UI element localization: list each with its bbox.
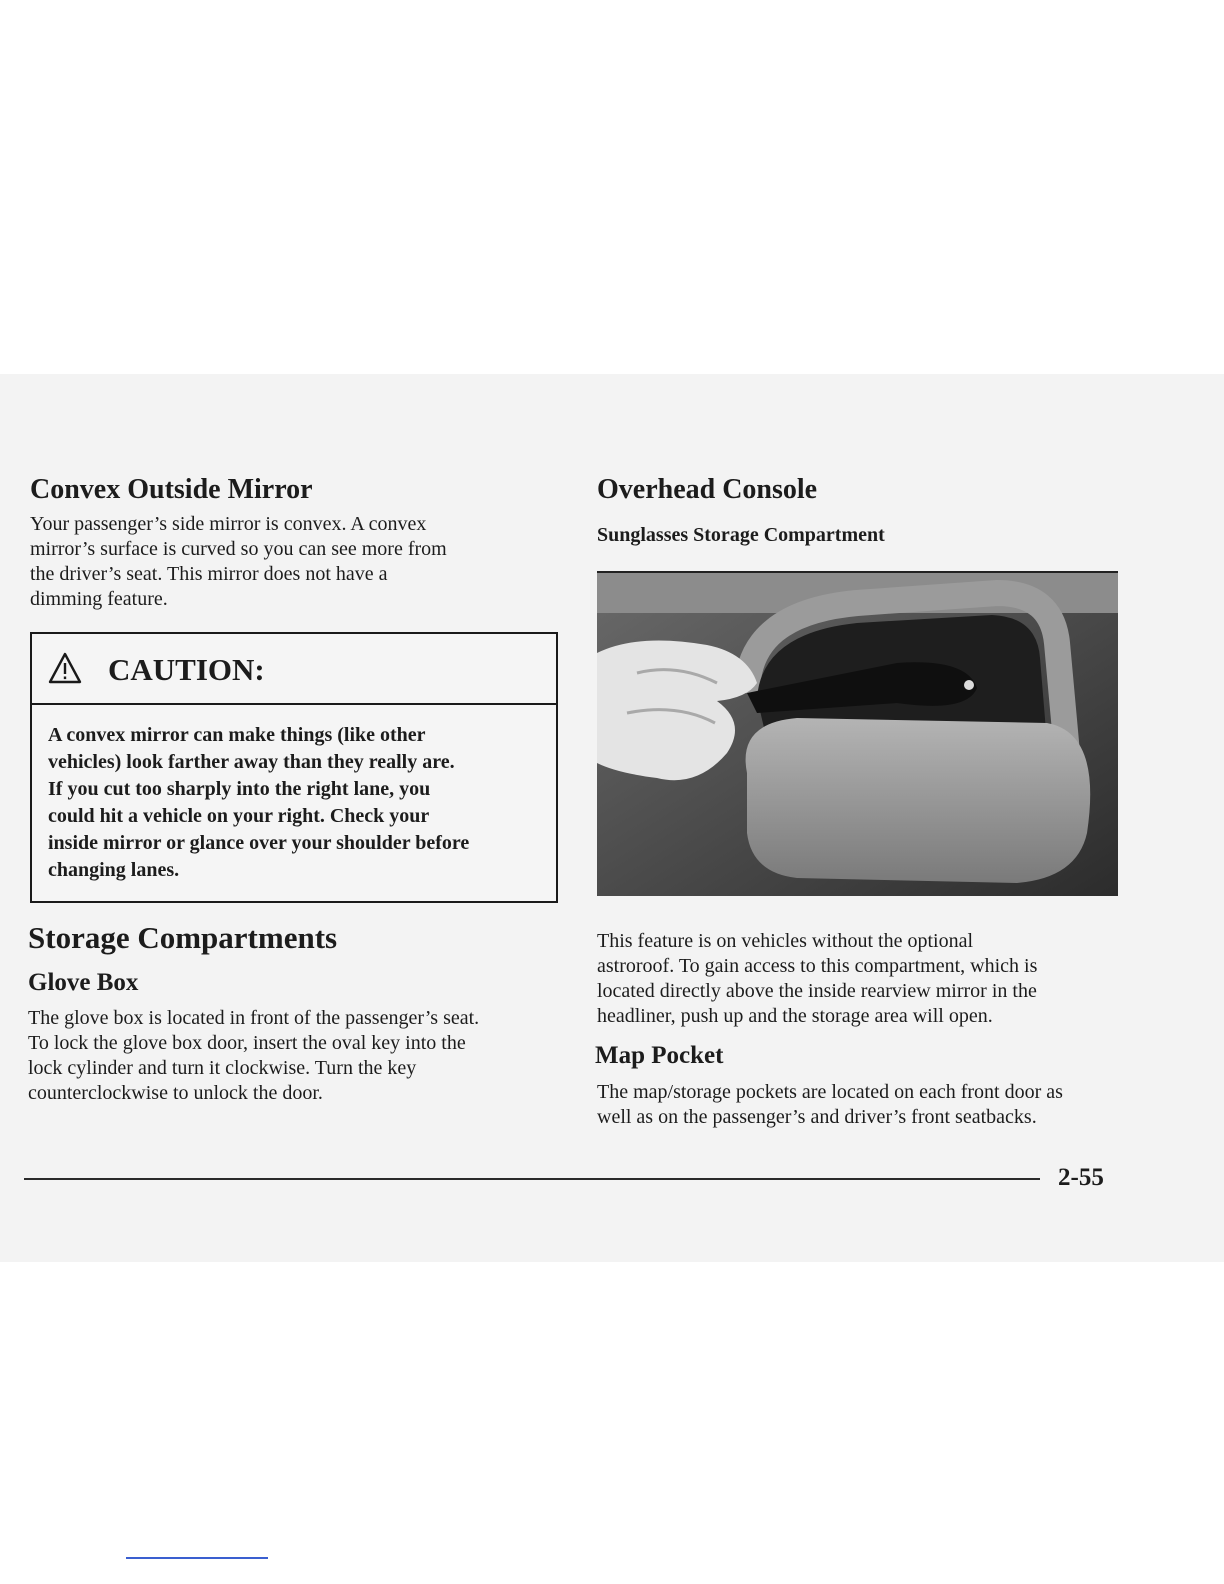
bottom-underline bbox=[126, 1557, 268, 1559]
footer-rule bbox=[24, 1178, 1040, 1180]
text-line: located directly above the inside rearview mirror in the bbox=[597, 980, 1037, 1002]
warning-triangle-icon bbox=[48, 652, 82, 684]
sunglasses-heading: Sunglasses Storage Compartment bbox=[597, 524, 885, 546]
storage-compartments-heading: Storage Compartments bbox=[28, 920, 338, 955]
text-line: mirror’s surface is curved so you can see more from bbox=[30, 538, 447, 560]
text-line: To lock the glove box door, insert the oval key into the bbox=[28, 1032, 466, 1054]
caution-text bbox=[48, 722, 548, 884]
text-line: If you cut too sharply into the right lane, you bbox=[48, 778, 431, 800]
text-line: vehicles) look farther away than they really are. bbox=[48, 751, 455, 773]
text-line: The map/storage pockets are located on each front door as bbox=[597, 1081, 1063, 1103]
text-line: the driver’s seat. This mirror does not have a bbox=[30, 563, 388, 585]
text-line: This feature is on vehicles without the optional bbox=[597, 930, 974, 952]
text-line: headliner, push up and the storage area will open. bbox=[597, 1005, 993, 1027]
map-pocket-heading: Map Pocket bbox=[595, 1042, 724, 1069]
page-number: 2-55 bbox=[1058, 1164, 1104, 1191]
caution-header bbox=[32, 634, 556, 705]
text-line: astroroof. To gain access to this compartment, which is bbox=[597, 955, 1038, 977]
text-line: lock cylinder and turn it clockwise. Turn the key bbox=[28, 1057, 417, 1079]
overhead-console-heading: Overhead Console bbox=[597, 474, 818, 505]
text-line: Your passenger’s side mirror is convex. A convex bbox=[30, 513, 427, 535]
convex-mirror-text bbox=[30, 512, 447, 612]
text-line: dimming feature. bbox=[30, 588, 168, 610]
text-line: inside mirror or glance over your shoulder before bbox=[48, 832, 470, 854]
glove-box-heading: Glove Box bbox=[28, 969, 139, 996]
convex-mirror-heading: Convex Outside Mirror bbox=[30, 474, 313, 505]
text-line: changing lanes. bbox=[48, 859, 180, 881]
text-line: The glove box is located in front of the passenger’s seat. bbox=[28, 1007, 480, 1029]
map-pocket-text bbox=[597, 1080, 1063, 1130]
text-line: A convex mirror can make things (like other bbox=[48, 724, 426, 746]
text-line: could hit a vehicle on your right. Check your bbox=[48, 805, 430, 827]
text-line: well as on the passenger’s and driver’s front seatbacks. bbox=[597, 1106, 1037, 1128]
caution-title: CAUTION: bbox=[108, 652, 265, 687]
sunglasses-compartment-photo bbox=[597, 571, 1118, 896]
glove-box-text bbox=[28, 1006, 479, 1106]
caution-box bbox=[30, 632, 558, 903]
text-line: counterclockwise to unlock the door. bbox=[28, 1082, 323, 1104]
overhead-console-text bbox=[597, 929, 1037, 1029]
